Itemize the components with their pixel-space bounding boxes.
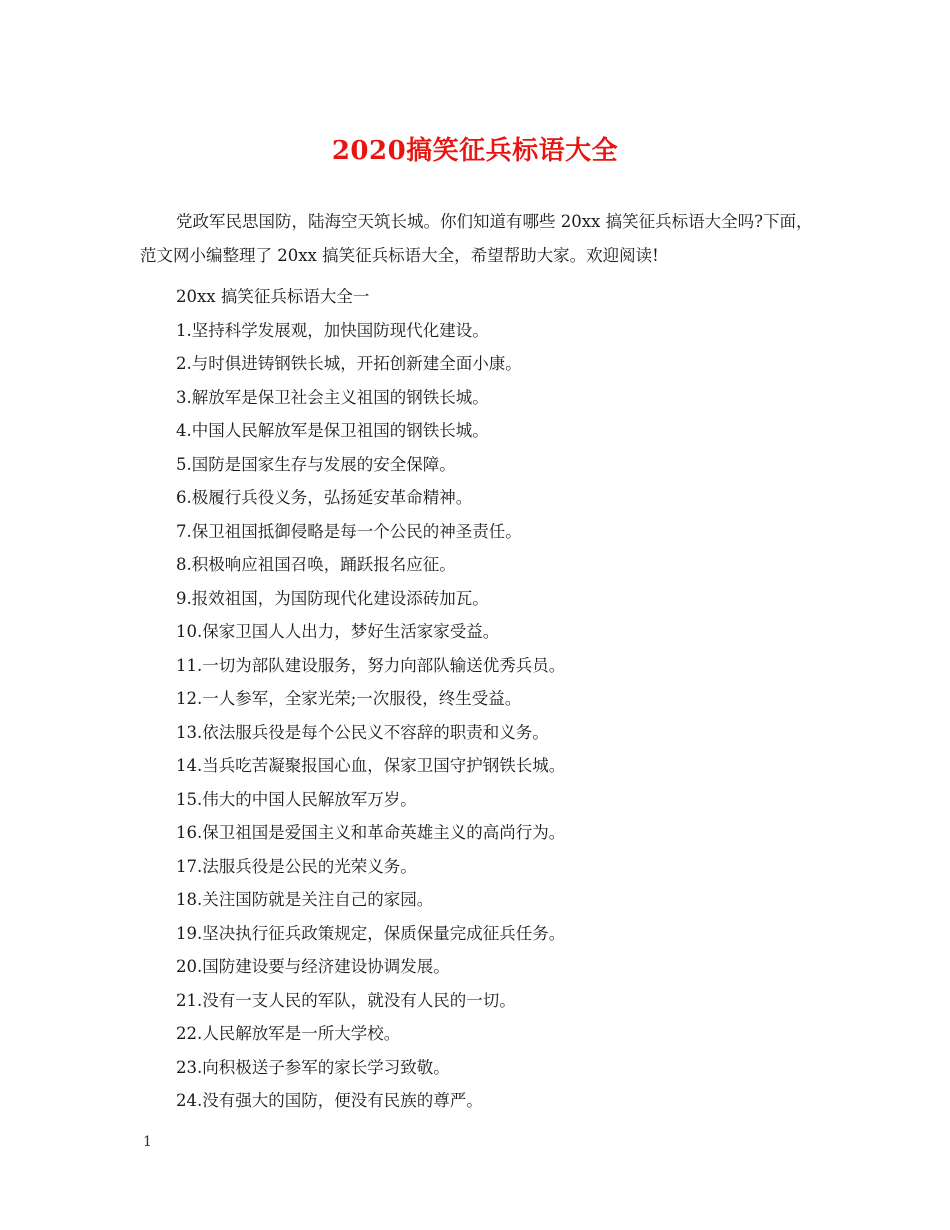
list-item: 21.没有一支人民的军队，就没有人民的一切。 xyxy=(176,990,516,1010)
list-item: 18.关注国防就是关注自己的家园。 xyxy=(176,890,434,909)
list-item: 11.一切为部队建设服务，努力向部队输送优秀兵员。 xyxy=(176,655,566,675)
list-item: 17.法服兵役是公民的光荣义务。 xyxy=(176,856,417,876)
section-heading: 20xx 搞笑征兵标语大全一 xyxy=(176,287,370,306)
list-item: 23.向积极送子参军的家长学习致敬。 xyxy=(176,1057,450,1077)
list-item: 10.保家卫国人人出力，梦好生活家家受益。 xyxy=(176,622,500,641)
list-item: 14.当兵吃苦凝聚报国心血，保家卫国守护钢铁长城。 xyxy=(176,756,566,775)
list-item: 8.积极响应祖国召唤，踊跃报名应征。 xyxy=(176,555,456,574)
list-item: 3.解放军是保卫社会主义祖国的钢铁长城。 xyxy=(176,387,489,407)
list-item: 7.保卫祖国抵御侵略是每一个公民的神圣责任。 xyxy=(176,521,522,541)
list-item: 9.报效祖国，为国防现代化建设添砖加瓦。 xyxy=(176,588,489,608)
document-title: 2020搞笑征兵标语大全 xyxy=(331,136,619,166)
list-item: 4.中国人民解放军是保卫祖国的钢铁长城。 xyxy=(176,421,489,440)
list-item: 6.极履行兵役义务，弘扬延安革命精神。 xyxy=(176,488,473,507)
list-item: 15.伟大的中国人民解放军万岁。 xyxy=(176,789,417,809)
list-item: 12.一人参军，全家光荣;一次服役，终生受益。 xyxy=(176,689,522,708)
list-item: 24.没有强大的国防，便没有民族的尊严。 xyxy=(176,1091,483,1110)
intro-paragraph: 党政军民思国防，陆海空天筑长城。你们知道有哪些 20xx 搞笑征兵标语大全吗?下面，范文网小编整理了 20xx 搞笑征兵标语大全，希望帮助大家。欢迎阅读! xyxy=(140,212,813,265)
list-item: 1.坚持科学发展观，加快国防现代化建设。 xyxy=(176,320,489,340)
list-item: 2.与时俱进铸钢铁长城，开拓创新建全面小康。 xyxy=(176,354,522,373)
list-item: 13.依法服兵役是每个公民义不容辞的职责和义务。 xyxy=(176,722,549,742)
list-item: 19.坚决执行征兵政策规定，保质保量完成征兵任务。 xyxy=(176,923,566,943)
list-item: 20.国防建设要与经济建设协调发展。 xyxy=(176,957,450,976)
page-number: 1 xyxy=(143,1134,152,1150)
list-item: 16.保卫祖国是爱国主义和革命英雄主义的高尚行为。 xyxy=(176,823,566,842)
list-item: 22.人民解放军是一所大学校。 xyxy=(176,1024,401,1043)
list-item: 5.国防是国家生存与发展的安全保障。 xyxy=(176,454,456,474)
slogan-list xyxy=(176,280,565,1118)
